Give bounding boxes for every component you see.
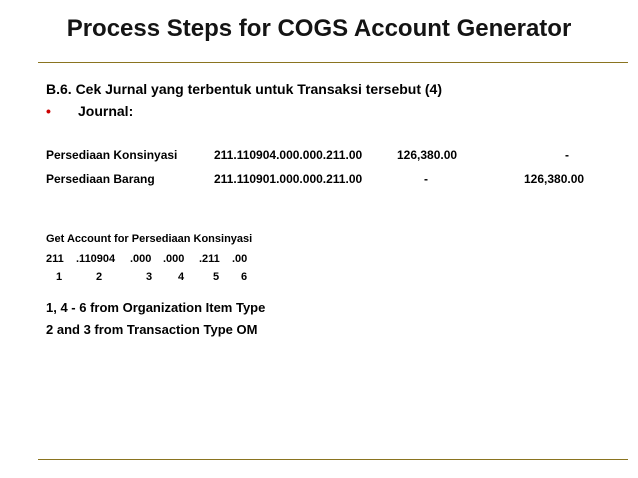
slide-title: Process Steps for COGS Account Generator [66,15,572,42]
bullet-text: Journal: [78,103,134,119]
account-segments [46,253,346,269]
segment-numbers [46,271,346,287]
note-line: 2 and 3 from Transaction Type OM [46,322,258,337]
segment-value: 211 [46,253,64,265]
journal-row [0,148,638,166]
segment-value: .000 [130,253,152,265]
segment-number: 1 [56,271,63,283]
segment-number: 2 [96,271,103,283]
bullet-icon: • [46,103,51,119]
segment-value: .00 [232,253,248,265]
journal-row [0,172,638,190]
credit-amount: 126,380.00 [524,172,585,186]
bottom-divider [38,459,628,460]
segment-value: .211 [199,253,220,265]
segment-number: 4 [178,271,185,283]
note-line: 1, 4 - 6 from Organization Item Type [46,300,266,315]
top-divider [38,62,628,63]
debit-amount: 126,380.00 [397,148,458,162]
segment-number: 3 [146,271,153,283]
segment-number: 6 [241,271,248,283]
segment-value: .000 [163,253,185,265]
account-name: Persediaan Konsinyasi [46,148,178,162]
account-name: Persediaan Barang [46,172,155,186]
account-code: 211.110904.000.000.211.00 [214,148,363,162]
segment-value: .110904 [76,253,116,265]
section-subheading: B.6. Cek Jurnal yang terbentuk untuk Transaksi tersebut (4) [46,81,442,97]
credit-amount: - [565,148,569,162]
debit-amount: - [424,172,428,186]
account-lookup-label: Get Account for Persediaan Konsinyasi [46,233,253,245]
account-code: 211.110901.000.000.211.00 [214,172,363,186]
segment-number: 5 [213,271,220,283]
